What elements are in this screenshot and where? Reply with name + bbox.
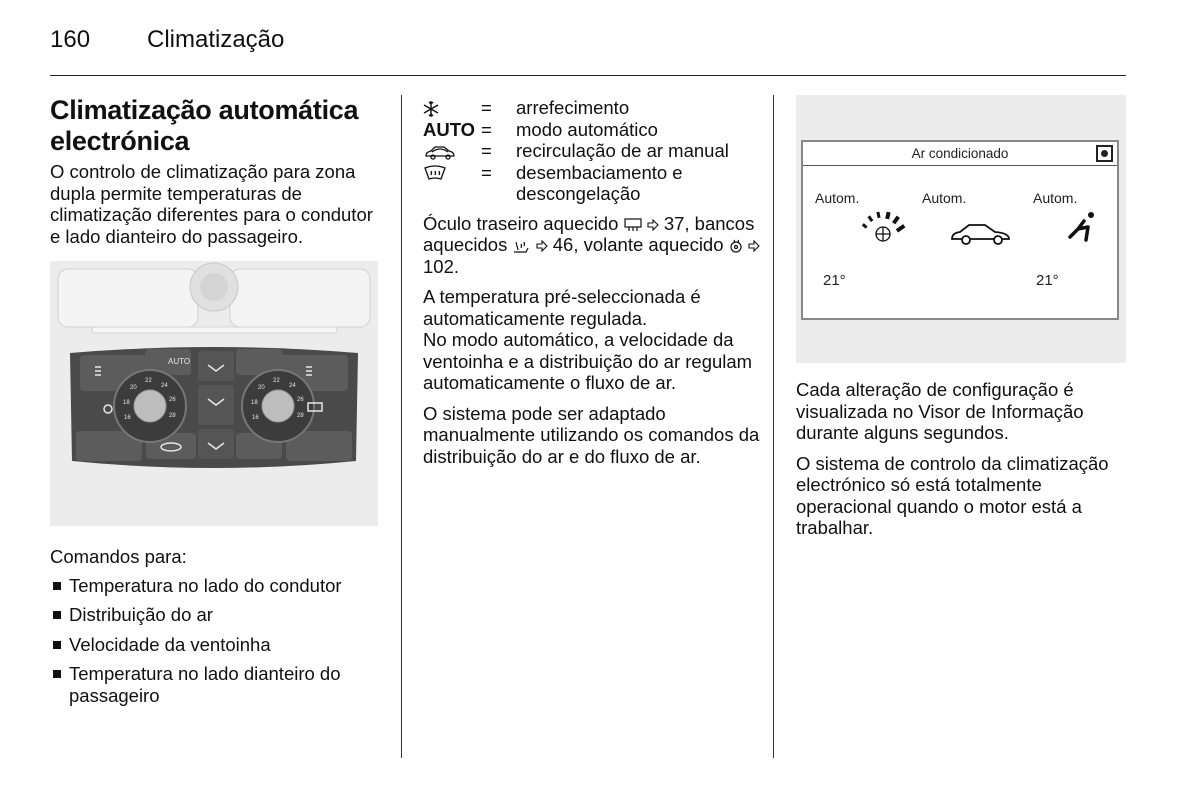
dial-scale-number: 16 <box>124 415 131 421</box>
commands-list <box>50 575 380 707</box>
intro-paragraph: O controlo de climatização para zona dupla permite temperaturas de climatização diferentes para o condutor e lado dianteiro do passageiro. <box>50 161 373 247</box>
list-item: Temperatura no lado do condutor <box>50 575 380 597</box>
driver-temperature: 21° <box>823 272 846 289</box>
rear-window-text: Óculo traseiro aquecido <box>423 212 619 234</box>
equals-sign: = <box>481 118 492 140</box>
heated-seat-icon <box>512 238 530 254</box>
manual-adjust-paragraph: O sistema pode ser adaptado manualmente utilizando os comandos da distribuição do ar e do fluxo de ar. <box>423 402 760 467</box>
page-reference-arrow-icon <box>536 240 548 252</box>
distribution-autom-label: Autom. <box>922 190 967 206</box>
system-operational-paragraph: O sistema de controlo da climatização electrónico só está totalmente operacional quando o motor está a trabalhar. <box>796 452 1109 538</box>
page-number: 160 <box>50 26 91 53</box>
commands-label: Comandos para: <box>50 546 187 567</box>
dial-scale-number: 22 <box>145 378 152 384</box>
passenger-seat-icon <box>1065 210 1099 244</box>
page-reference-arrow-icon <box>647 219 659 231</box>
legend-row <box>423 140 763 162</box>
list-item: Temperatura no lado dianteiro do passageiro <box>50 663 380 706</box>
heated-steering-wheel-icon <box>729 239 743 253</box>
list-item: Distribuição do ar <box>50 604 380 626</box>
dial-scale-number: 16 <box>252 415 259 421</box>
panel-auto-label: AUTO <box>168 357 191 366</box>
settings-icon <box>1096 145 1113 162</box>
page-header <box>50 26 1126 76</box>
page-reference[interactable]: 37, <box>663 212 690 234</box>
legend-row <box>423 119 763 141</box>
legend-row <box>423 162 763 205</box>
fan-autom-label: Autom. <box>815 190 860 206</box>
legend-text: modo automático <box>516 118 658 140</box>
column-right <box>796 95 1126 548</box>
column-divider <box>401 95 402 758</box>
page-reference-arrow-icon <box>748 240 760 252</box>
equals-sign: = <box>481 140 492 161</box>
page-reference[interactable]: 46, volante <box>552 234 644 255</box>
legend-row <box>423 97 763 119</box>
automatic-mode-paragraph: No modo automático, a velocidade da ventoinha e a distribuição do ar regulam automaticamente o fluxo de ar. <box>423 329 753 393</box>
dial-scale-number: 18 <box>123 400 130 406</box>
equals-sign: = <box>481 161 492 183</box>
windshield-defrost-icon <box>423 165 447 183</box>
climate-control-panel-photo <box>50 261 378 526</box>
column-middle <box>423 95 763 476</box>
auto-symbol: AUTO <box>423 118 476 140</box>
column-divider <box>773 95 774 758</box>
legend-text: recirculação de ar manual <box>516 140 729 161</box>
column-left <box>50 95 380 714</box>
article-heading: Climatização automática electrónica <box>50 95 359 156</box>
page-reference[interactable]: 102. <box>423 255 460 277</box>
legend-text: arrefecimento <box>516 97 630 118</box>
list-item: Velocidade da ventoinha <box>50 634 380 656</box>
dial-scale-number: 28 <box>169 413 176 419</box>
snowflake-icon <box>423 100 439 118</box>
passenger-temperature: 21° <box>1036 272 1059 289</box>
equals-sign: = <box>481 97 492 118</box>
fan-speed-icon <box>859 206 907 246</box>
car-distribution-icon <box>949 220 1013 246</box>
dial-scale-number: 26 <box>297 397 304 403</box>
change-display-paragraph: Cada alteração de configuração é visualizada no Visor de Informação durante alguns segundos. <box>796 379 1084 443</box>
symbol-legend <box>423 97 763 205</box>
recirculation-car-icon <box>423 143 457 161</box>
dial-scale-number: 26 <box>169 397 176 403</box>
dial-scale-number: 22 <box>273 378 280 384</box>
dial-scale-number: 20 <box>130 385 137 391</box>
preselected-paragraph: A temperatura pré-seleccionada é automaticamente regulada. <box>423 286 701 329</box>
dial-scale-number: 28 <box>297 413 304 419</box>
display-title: Ar condicionado <box>803 142 1117 166</box>
dial-scale-number: 24 <box>161 383 168 389</box>
heated-seats-text: bancos aquecidos <box>423 212 755 255</box>
heated-items-paragraph <box>423 213 763 278</box>
info-display-illustration <box>796 95 1126 363</box>
heated-wheel-text: aquecido <box>648 234 724 255</box>
passenger-autom-label: Autom. <box>1033 190 1078 206</box>
dial-scale-number: 20 <box>258 385 265 391</box>
dial-scale-number: 18 <box>251 400 258 406</box>
dial-scale-number: 24 <box>289 383 296 389</box>
rear-window-heating-icon <box>624 218 642 232</box>
section-title: Climatização <box>147 26 285 53</box>
info-display-screen <box>801 140 1119 320</box>
legend-text: desembaciamento e descongelação <box>516 161 683 204</box>
